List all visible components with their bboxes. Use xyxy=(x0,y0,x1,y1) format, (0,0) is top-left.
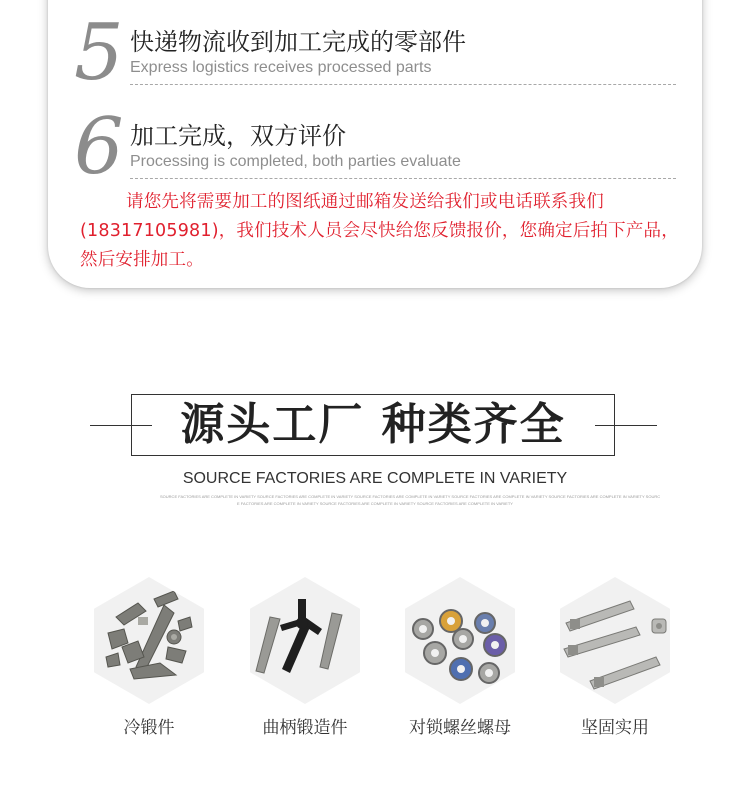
section-micro-text: E FACTORIES ARE COMPLETE IN VARIETY SOURCE FACTORIES ARE COMPLETE IN VARIETY SOURCE FACTORIES ARE COMPLETE IN VARIETY xyxy=(237,501,513,506)
section-title: 源头工厂 种类齐全 xyxy=(180,399,566,450)
product-item[interactable] xyxy=(560,577,670,738)
product-item[interactable] xyxy=(250,577,360,738)
section-micro-text: SOURCE FACTORIES ARE COMPLETE IN VARIETY SOURCE FACTORIES ARE COMPLETE IN VARIETY SOURCE FACTORIES ARE COMPLETE IN VARIETY SOURCE FACTORIES ARE COMPLETE IN VARIETY SOURCE FACTORIES ARE COMPLETE IN VARIETY SOURC xyxy=(160,494,661,499)
product-name: 对锁螺丝螺母 xyxy=(409,718,511,738)
lock-screw-nut-image xyxy=(405,577,515,704)
contact-notice: 请您先将需要加工的图纸通过邮箱发送给我们或电话联系我们(18317105981)，我们技术人员会尽快给您反馈报价，您确定后拍下产品，然后安排加工。 xyxy=(80,192,679,270)
cold-forged-parts-image xyxy=(94,577,204,704)
step-title: 加工完成，双方评价 xyxy=(130,122,346,150)
step-number: 5 xyxy=(74,8,124,98)
step-title: 快递物流收到加工完成的零部件 xyxy=(130,28,466,56)
crank-forging-image xyxy=(250,577,360,704)
step-number: 6 xyxy=(74,102,124,192)
process-card xyxy=(48,0,702,288)
section-subtitle: SOURCE FACTORIES ARE COMPLETE IN VARIETY xyxy=(182,470,568,487)
product-item[interactable] xyxy=(94,577,204,738)
step-subtitle: Express logistics receives processed parts xyxy=(130,59,432,76)
product-name: 曲柄锻造件 xyxy=(262,718,348,738)
product-name: 冷锻件 xyxy=(123,718,175,738)
shaft-parts-image xyxy=(560,577,670,704)
dashed-divider xyxy=(130,178,676,179)
product-name: 坚固实用 xyxy=(581,718,649,738)
step-5 xyxy=(48,8,702,98)
product-item[interactable] xyxy=(405,577,515,738)
step-subtitle: Processing is completed, both parties evaluate xyxy=(130,153,461,170)
step-6 xyxy=(48,100,702,190)
dashed-divider xyxy=(130,84,676,85)
